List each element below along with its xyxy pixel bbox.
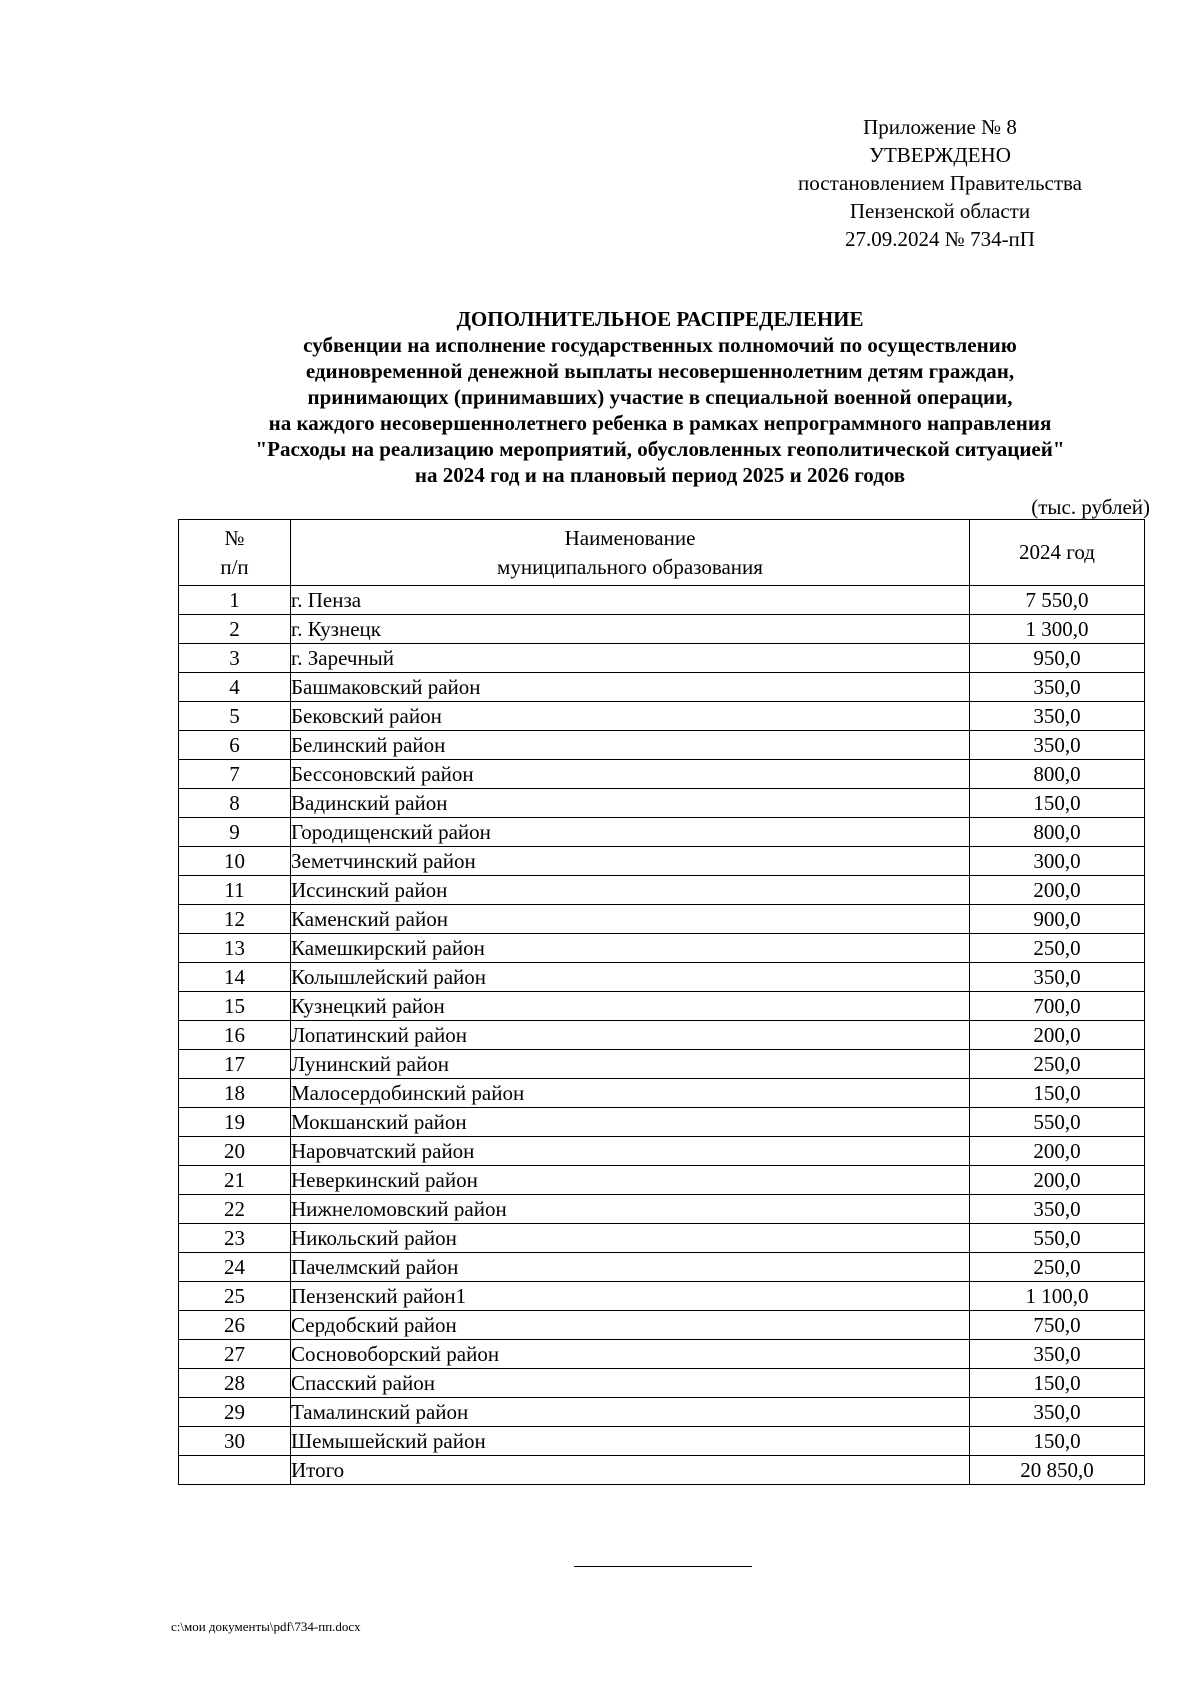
row-num: 13 bbox=[179, 934, 291, 963]
row-num: 14 bbox=[179, 963, 291, 992]
table-row bbox=[179, 1108, 1145, 1137]
title-line-2: субвенции на исполнение государственных полномочий по осуществлению bbox=[303, 333, 1017, 357]
row-num: 21 bbox=[179, 1166, 291, 1195]
header-name bbox=[291, 520, 970, 586]
units-label: (тыс. рублей) bbox=[1031, 495, 1150, 519]
row-name: Наровчатский район bbox=[291, 1137, 970, 1166]
row-value: 200,0 bbox=[970, 876, 1145, 905]
header-num-line1: № bbox=[224, 525, 245, 550]
table-row bbox=[179, 963, 1145, 992]
row-num: 16 bbox=[179, 1021, 291, 1050]
row-value: 200,0 bbox=[970, 1021, 1145, 1050]
row-value: 250,0 bbox=[970, 934, 1145, 963]
approval-authority-line1: постановлением Правительства bbox=[797, 171, 1082, 195]
row-name: Вадинский район bbox=[291, 789, 970, 818]
row-value: 300,0 bbox=[970, 847, 1145, 876]
row-value: 900,0 bbox=[970, 905, 1145, 934]
end-divider bbox=[574, 1566, 752, 1567]
row-value: 1 100,0 bbox=[970, 1282, 1145, 1311]
row-name: Малосердобинский район bbox=[291, 1079, 970, 1108]
row-name: Бековский район bbox=[291, 702, 970, 731]
file-path: c:\мои документы\pdf\734-пп.docx bbox=[171, 1619, 361, 1634]
row-num: 25 bbox=[179, 1282, 291, 1311]
row-num: 23 bbox=[179, 1224, 291, 1253]
row-value: 250,0 bbox=[970, 1050, 1145, 1079]
table-row bbox=[179, 586, 1145, 615]
row-name: Лопатинский район bbox=[291, 1021, 970, 1050]
row-num: 15 bbox=[179, 992, 291, 1021]
row-value: 550,0 bbox=[970, 1224, 1145, 1253]
row-value: 7 550,0 bbox=[970, 586, 1145, 615]
row-name: Шемышейский район bbox=[291, 1427, 970, 1456]
title-line-4: принимающих (принимавших) участие в специальной военной операции, bbox=[307, 385, 1013, 409]
row-name: Неверкинский район bbox=[291, 1166, 970, 1195]
row-num: 20 bbox=[179, 1137, 291, 1166]
table-row bbox=[179, 1369, 1145, 1398]
row-value: 750,0 bbox=[970, 1311, 1145, 1340]
row-num: 3 bbox=[179, 644, 291, 673]
table-row bbox=[179, 1195, 1145, 1224]
row-name: г. Заречный bbox=[291, 644, 970, 673]
row-value: 150,0 bbox=[970, 789, 1145, 818]
row-name: Тамалинский район bbox=[291, 1398, 970, 1427]
table-row bbox=[179, 818, 1145, 847]
row-name: Кузнецкий район bbox=[291, 992, 970, 1021]
row-value: 350,0 bbox=[970, 731, 1145, 760]
row-num: 28 bbox=[179, 1369, 291, 1398]
row-value: 150,0 bbox=[970, 1369, 1145, 1398]
table-row bbox=[179, 702, 1145, 731]
approval-block bbox=[770, 113, 1110, 253]
row-num: 4 bbox=[179, 673, 291, 702]
title-line-6: "Расходы на реализацию мероприятий, обусловленных геополитической ситуацией" bbox=[255, 437, 1065, 461]
table-row bbox=[179, 934, 1145, 963]
row-value: 200,0 bbox=[970, 1166, 1145, 1195]
title-line-3: единовременной денежной выплаты несовершеннолетним детям граждан, bbox=[305, 359, 1015, 383]
title-line-5: на каждого несовершеннолетнего ребенка в рамках непрограммного направления bbox=[268, 411, 1052, 435]
approval-authority-line2: Пензенской области bbox=[849, 199, 1031, 223]
row-value: 350,0 bbox=[970, 1195, 1145, 1224]
header-name-line2: муниципального образования bbox=[497, 554, 763, 579]
row-name: Земетчинский район bbox=[291, 847, 970, 876]
row-num: 30 bbox=[179, 1427, 291, 1456]
header-num bbox=[179, 520, 291, 586]
table-row bbox=[179, 876, 1145, 905]
row-name: Бессоновский район bbox=[291, 760, 970, 789]
row-num: 18 bbox=[179, 1079, 291, 1108]
row-num: 12 bbox=[179, 905, 291, 934]
row-name: Нижнеломовский район bbox=[291, 1195, 970, 1224]
row-num: 22 bbox=[179, 1195, 291, 1224]
header-num-line2: п/п bbox=[220, 554, 249, 579]
row-num: 8 bbox=[179, 789, 291, 818]
row-num: 9 bbox=[179, 818, 291, 847]
total-value: 20 850,0 bbox=[970, 1456, 1145, 1485]
table-row bbox=[179, 760, 1145, 789]
table-row bbox=[179, 1427, 1145, 1456]
table-row bbox=[179, 847, 1145, 876]
table-row bbox=[179, 1253, 1145, 1282]
table-row bbox=[179, 644, 1145, 673]
row-value: 250,0 bbox=[970, 1253, 1145, 1282]
row-name: Городищенский район bbox=[291, 818, 970, 847]
row-name: Пензенский район1 bbox=[291, 1282, 970, 1311]
row-name: г. Пенза bbox=[291, 586, 970, 615]
approval-date-number: 27.09.2024 № 734-пП bbox=[845, 227, 1035, 251]
row-num: 10 bbox=[179, 847, 291, 876]
row-name: Иссинский район bbox=[291, 876, 970, 905]
row-name: Камешкирский район bbox=[291, 934, 970, 963]
total-label: Итого bbox=[291, 1456, 970, 1485]
table-row bbox=[179, 1050, 1145, 1079]
row-value: 700,0 bbox=[970, 992, 1145, 1021]
table-row bbox=[179, 789, 1145, 818]
row-value: 350,0 bbox=[970, 702, 1145, 731]
row-name: Спасский район bbox=[291, 1369, 970, 1398]
row-num: 27 bbox=[179, 1340, 291, 1369]
table-row bbox=[179, 1282, 1145, 1311]
appendix-number: Приложение № 8 bbox=[863, 115, 1017, 139]
row-name: Башмаковский район bbox=[291, 673, 970, 702]
table-header-row bbox=[179, 520, 1145, 586]
row-num: 11 bbox=[179, 876, 291, 905]
row-name: Колышлейский район bbox=[291, 963, 970, 992]
row-num: 1 bbox=[179, 586, 291, 615]
table-row bbox=[179, 1340, 1145, 1369]
total-num bbox=[179, 1456, 291, 1485]
row-num: 6 bbox=[179, 731, 291, 760]
approved-label: УТВЕРЖДЕНО bbox=[869, 143, 1011, 167]
row-value: 200,0 bbox=[970, 1137, 1145, 1166]
row-value: 550,0 bbox=[970, 1108, 1145, 1137]
row-value: 350,0 bbox=[970, 963, 1145, 992]
title-line-1: ДОПОЛНИТЕЛЬНОЕ РАСПРЕДЕЛЕНИЕ bbox=[456, 307, 864, 331]
distribution-table bbox=[178, 519, 1145, 1485]
row-value: 150,0 bbox=[970, 1079, 1145, 1108]
table-row bbox=[179, 905, 1145, 934]
title-line-7: на 2024 год и на плановый период 2025 и 2026 годов bbox=[414, 463, 906, 487]
row-name: г. Кузнецк bbox=[291, 615, 970, 644]
row-value: 350,0 bbox=[970, 673, 1145, 702]
row-value: 1 300,0 bbox=[970, 615, 1145, 644]
row-value: 800,0 bbox=[970, 818, 1145, 847]
table-row bbox=[179, 1311, 1145, 1340]
row-name: Сосновоборский район bbox=[291, 1340, 970, 1369]
table-row bbox=[179, 673, 1145, 702]
row-num: 24 bbox=[179, 1253, 291, 1282]
row-name: Каменский район bbox=[291, 905, 970, 934]
table-row bbox=[179, 1137, 1145, 1166]
row-value: 950,0 bbox=[970, 644, 1145, 673]
table-row bbox=[179, 1079, 1145, 1108]
row-value: 350,0 bbox=[970, 1340, 1145, 1369]
row-name: Сердобский район bbox=[291, 1311, 970, 1340]
table-row bbox=[179, 992, 1145, 1021]
row-num: 2 bbox=[179, 615, 291, 644]
table-row bbox=[179, 1224, 1145, 1253]
table-row bbox=[179, 615, 1145, 644]
row-name: Пачелмский район bbox=[291, 1253, 970, 1282]
row-num: 17 bbox=[179, 1050, 291, 1079]
row-num: 29 bbox=[179, 1398, 291, 1427]
document-title bbox=[160, 306, 1160, 488]
header-year: 2024 год bbox=[970, 520, 1145, 586]
row-num: 5 bbox=[179, 702, 291, 731]
row-num: 26 bbox=[179, 1311, 291, 1340]
table-total-row bbox=[179, 1456, 1145, 1485]
row-value: 350,0 bbox=[970, 1398, 1145, 1427]
row-value: 150,0 bbox=[970, 1427, 1145, 1456]
row-value: 800,0 bbox=[970, 760, 1145, 789]
row-name: Белинский район bbox=[291, 731, 970, 760]
row-name: Никольский район bbox=[291, 1224, 970, 1253]
table-row bbox=[179, 1021, 1145, 1050]
row-name: Лунинский район bbox=[291, 1050, 970, 1079]
row-num: 19 bbox=[179, 1108, 291, 1137]
table-row bbox=[179, 731, 1145, 760]
table-row bbox=[179, 1398, 1145, 1427]
header-name-line1: Наименование bbox=[564, 525, 696, 550]
row-num: 7 bbox=[179, 760, 291, 789]
table-row bbox=[179, 1166, 1145, 1195]
row-name: Мокшанский район bbox=[291, 1108, 970, 1137]
